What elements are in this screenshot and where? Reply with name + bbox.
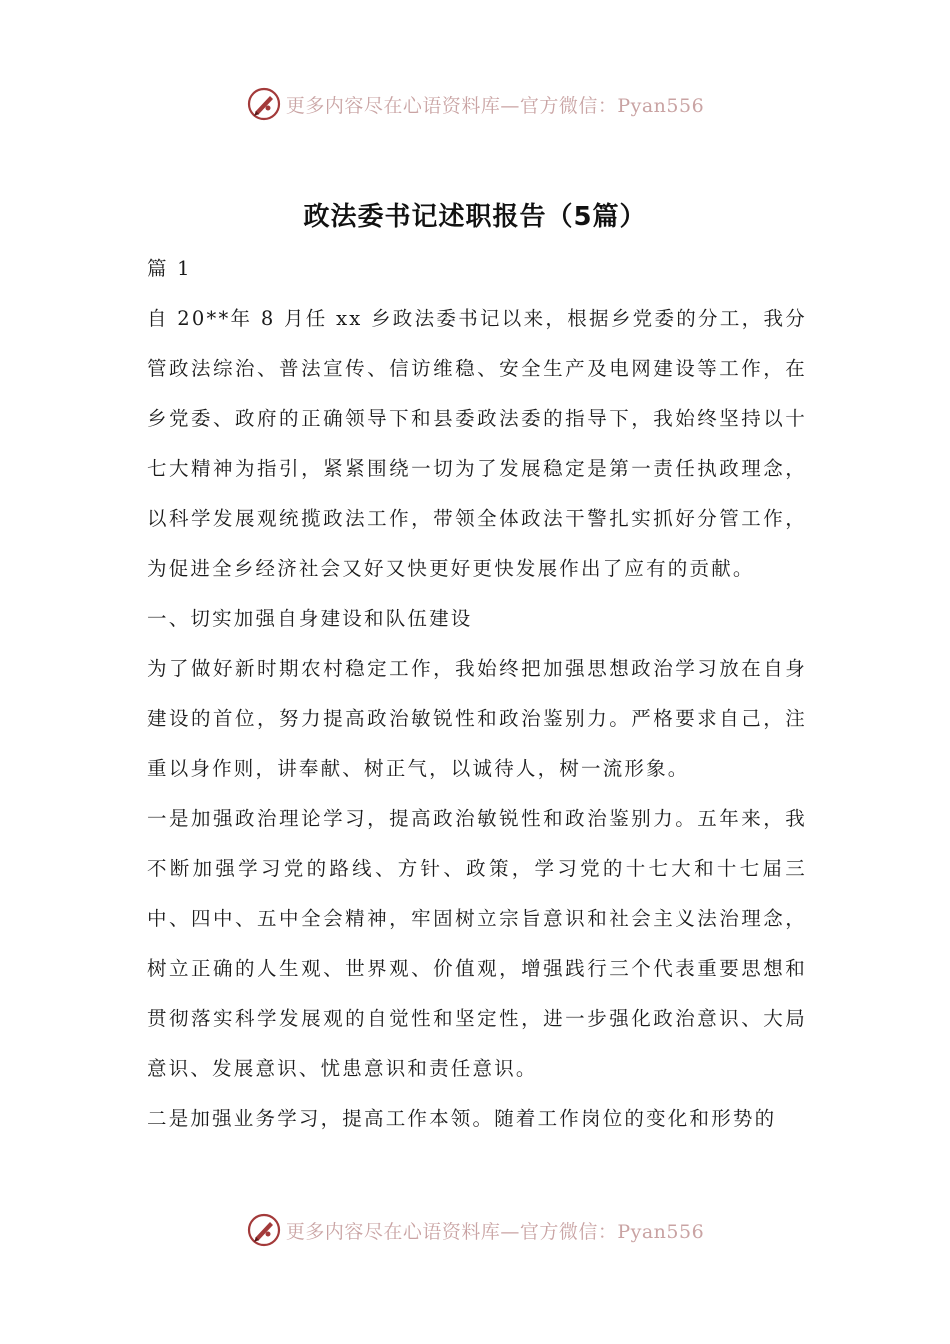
- pen-seal-logo-icon: [246, 1212, 282, 1248]
- watermark-text: 更多内容尽在心语资料库—官方微信：Pyan556: [285, 94, 705, 117]
- document-body: [147, 244, 807, 1144]
- section-label: 篇 1: [147, 257, 192, 280]
- watermark-banner-top: [0, 80, 950, 128]
- watermark-banner-bottom: [0, 1206, 950, 1254]
- paragraph: 二是加强业务学习，提高工作本领。随着工作岗位的变化和形势的: [147, 1107, 777, 1130]
- paragraph: 一是加强政治理论学习，提高政治敏锐性和政治鉴别力。五年来，我不断加强学习党的路线、方针、政策，学习党的十七大和十七届三中、四中、五中全会精神，牢固树立宗旨意识和社会主义法治理念，树立正确的人生观、世界观、价值观，增强践行三个代表重要思想和贯彻落实科学发展观的自觉性和坚定性，进一步强化政治意识、大局意识、发展意识、忧患意识和责任意识。: [147, 807, 807, 1080]
- paragraph: 为了做好新时期农村稳定工作，我始终把加强思想政治学习放在自身建设的首位，努力提高政治敏锐性和政治鉴别力。严格要求自己，注重以身作则，讲奉献、树正气，以诚待人，树一流形象。: [147, 657, 807, 780]
- document-title: 政法委书记述职报告（5篇）: [303, 202, 647, 232]
- paragraph: 自 20**年 8 月任 xx 乡政法委书记以来，根据乡党委的分工，我分管政法综治、普法宣传、信访维稳、安全生产及电网建设等工作，在乡党委、政府的正确领导下和县委政法委的指导下，我始终坚持以十七大精神为指引，紧紧围绕一切为了发展稳定是第一责任执政理念，以科学发展观统揽政法工作，带领全体政法干警扎实抓好分管工作，为促进全乡经济社会又好又快更好更快发展作出了应有的贡献。: [147, 307, 807, 580]
- pen-seal-logo-icon: [246, 86, 282, 122]
- section-heading: 一、切实加强自身建设和队伍建设: [147, 607, 473, 630]
- watermark-text: 更多内容尽在心语资料库—官方微信：Pyan556: [285, 1220, 705, 1243]
